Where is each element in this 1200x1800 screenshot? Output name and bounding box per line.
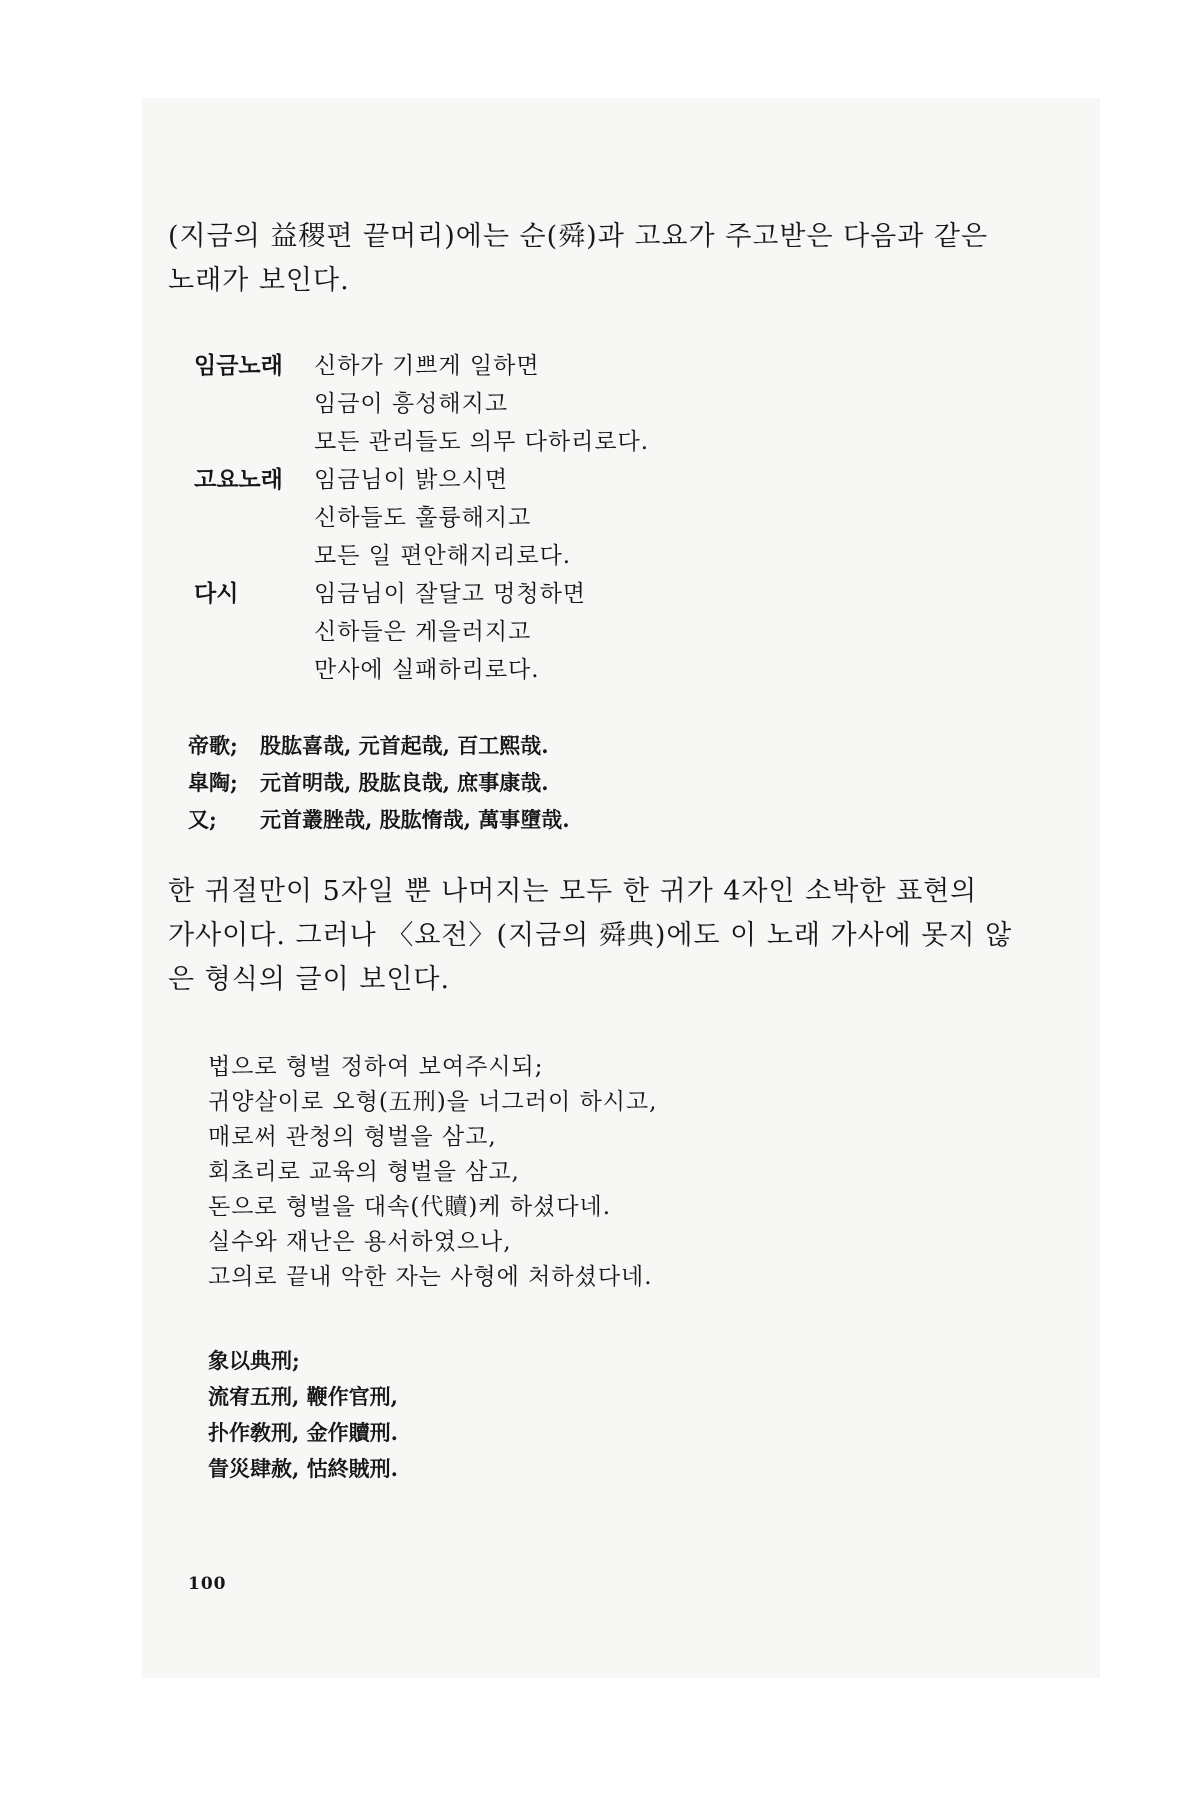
korean-verse-translation bbox=[208, 1050, 1018, 1295]
hanja-row bbox=[188, 764, 1018, 801]
song-stanza bbox=[194, 461, 1018, 575]
song-line: 임금님이 잘달고 멍청하면 bbox=[314, 581, 587, 607]
body-paragraph bbox=[168, 870, 1018, 1002]
song-speaker: 임금노래 bbox=[194, 353, 283, 379]
verse-line: 법으로 형벌 정하여 보여주시되; bbox=[208, 1054, 544, 1080]
hanja-text: 股肱喜哉, 元首起哉, 百工熙哉. bbox=[260, 733, 549, 758]
song-line: 신하들은 게을러지고 bbox=[314, 619, 532, 645]
hanja-label: 帝歌; bbox=[188, 733, 238, 758]
song-speaker: 다시 bbox=[194, 581, 239, 607]
song-lines bbox=[314, 461, 571, 575]
hanja-row bbox=[188, 727, 1018, 764]
hanja-verse-original bbox=[208, 1343, 1018, 1487]
song-stanza bbox=[194, 575, 1018, 689]
song-line: 임금이 흥성해지고 bbox=[314, 391, 509, 417]
hanja-text: 元首叢脞哉, 股肱惰哉, 萬事墮哉. bbox=[260, 807, 570, 832]
song-line: 임금님이 밝으시면 bbox=[314, 467, 509, 493]
song-stanza bbox=[194, 347, 1018, 461]
song-lines bbox=[314, 347, 649, 461]
verse-line: 회초리로 교육의 형벌을 삼고, bbox=[208, 1159, 520, 1185]
hanja-text: 元首明哉, 股肱良哉, 庶事康哉. bbox=[260, 770, 549, 795]
verse-line: 실수와 재난은 용서하였으나, bbox=[208, 1229, 512, 1255]
song-line: 모든 관리들도 의무 다하리로다. bbox=[314, 429, 650, 455]
korean-song-translation bbox=[194, 347, 1018, 689]
hanja-verse-line: 流宥五刑, 鞭作官刑, bbox=[208, 1384, 398, 1409]
verse-line: 돈으로 형벌을 대속(代贖)케 하셨다네. bbox=[208, 1194, 612, 1220]
song-line: 신하가 기쁘게 일하면 bbox=[314, 353, 540, 379]
hanja-row bbox=[188, 801, 1018, 838]
body-line: 가사이다. 그러나 〈요전〉(지금의 舜典)에도 이 노래 가사에 못지 않 bbox=[168, 920, 1013, 951]
body-line: 은 형식의 글이 보인다. bbox=[168, 964, 451, 995]
hanja-song-original bbox=[188, 727, 1018, 838]
song-line: 신하들도 훌륭해지고 bbox=[314, 505, 532, 531]
hanja-label: 又; bbox=[188, 807, 217, 832]
hanja-verse-line: 眚災肆赦, 怙終賊刑. bbox=[208, 1456, 398, 1481]
intro-line: (지금의 益稷편 끝머리)에는 순(舜)과 고요가 주고받은 다음과 같은 bbox=[168, 221, 989, 252]
song-line: 만사에 실패하리로다. bbox=[314, 657, 540, 683]
hanja-label: 皐陶; bbox=[188, 770, 238, 795]
verse-line: 귀양살이로 오형(五刑)을 너그러이 하시고, bbox=[208, 1089, 658, 1115]
page-number: 100 bbox=[188, 1574, 227, 1594]
song-lines bbox=[314, 575, 586, 689]
page-content bbox=[168, 215, 1018, 1487]
body-line: 한 귀절만이 5자일 뿐 나머지는 모두 한 귀가 4자인 소박한 표현의 bbox=[168, 876, 978, 907]
intro-paragraph bbox=[168, 215, 1018, 303]
verse-line: 고의로 끝내 악한 자는 사형에 처하셨다네. bbox=[208, 1264, 653, 1290]
song-speaker: 고요노래 bbox=[194, 467, 283, 493]
hanja-verse-line: 扑作敎刑, 金作贖刑. bbox=[208, 1420, 398, 1445]
hanja-verse-line: 象以典刑; bbox=[208, 1348, 300, 1373]
song-line: 모든 일 편안해지리로다. bbox=[314, 543, 572, 569]
verse-line: 매로써 관청의 형벌을 삼고, bbox=[208, 1124, 497, 1150]
intro-line: 노래가 보인다. bbox=[168, 265, 350, 296]
